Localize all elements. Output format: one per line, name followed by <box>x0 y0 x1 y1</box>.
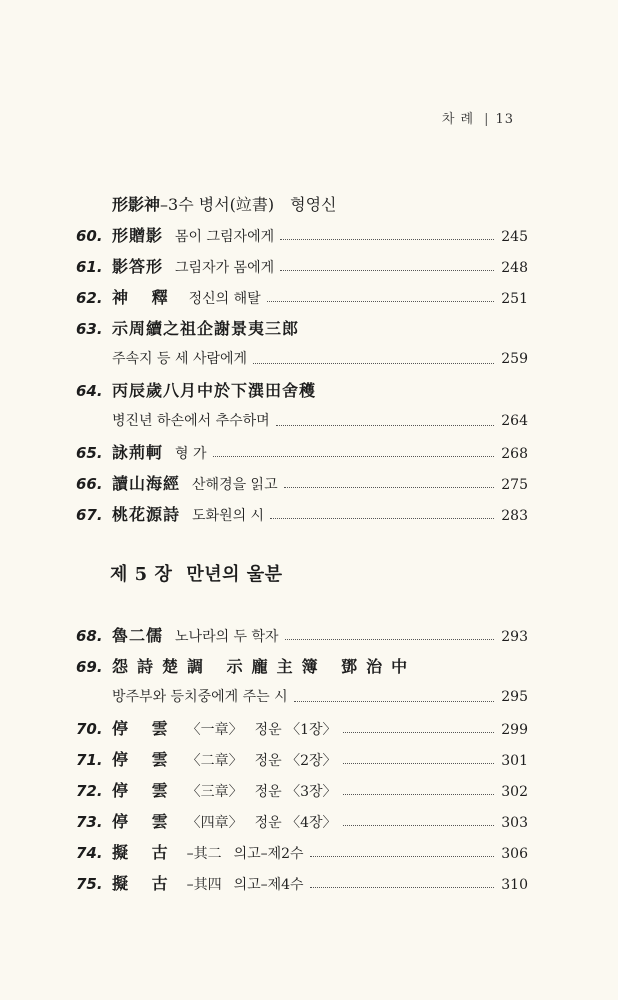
dot-leader <box>280 239 494 240</box>
entry-chinese-title: 停 雲 <box>112 781 177 800</box>
toc-entry[interactable] <box>76 620 528 651</box>
entry-chinese-title: 擬 古 <box>112 874 177 893</box>
dot-leader <box>267 301 494 302</box>
toc-entry[interactable] <box>76 713 528 744</box>
entry-korean-title: 정운 〈1장〉 <box>254 722 337 738</box>
entry-chinese-title: 魯二儒 <box>112 626 164 645</box>
toc-entry[interactable] <box>76 437 528 468</box>
entry-number: 68. <box>76 627 103 645</box>
entry-korean-title: 정운 〈4장〉 <box>254 815 337 831</box>
entry-korean-title: 산해경을 읽고 <box>192 477 278 493</box>
dot-leader <box>310 856 494 857</box>
entry-chinese-subtitle: –其四 <box>186 877 222 893</box>
table-of-contents <box>76 190 528 899</box>
dot-leader <box>294 701 494 702</box>
toc-entry[interactable] <box>76 868 528 899</box>
section-subtitle: –3수 병서(竝書) <box>160 195 275 214</box>
section-korean-title: 형영신 <box>290 195 337 214</box>
entry-number: 65. <box>76 444 103 462</box>
entry-chinese-subtitle: 〈二章〉 <box>186 753 243 769</box>
entry-number: 72. <box>76 782 103 800</box>
toc-entry[interactable] <box>76 313 528 344</box>
entry-number: 69. <box>76 658 103 676</box>
entry-page-number: 310 <box>501 877 528 893</box>
entry-chinese-title: 形贈影 <box>112 226 164 245</box>
entry-chinese-title: 怨詩楚調 示龐主簿 鄧治中 <box>112 657 417 676</box>
dot-leader <box>343 825 494 826</box>
dot-leader <box>310 887 494 888</box>
dot-leader <box>284 487 494 488</box>
entry-page-number: 293 <box>501 629 528 645</box>
entry-korean-title: 의고–제2수 <box>233 846 304 862</box>
entry-chinese-title: 停 雲 <box>112 812 177 831</box>
dot-leader <box>213 456 494 457</box>
entry-chinese-title: 示周續之祖企謝景夷三郎 <box>112 319 300 338</box>
entry-chinese-title: 丙辰歲八月中於下潠田舍穫 <box>112 381 317 400</box>
toc-entry[interactable] <box>76 651 528 682</box>
entry-page-number: 245 <box>501 229 528 245</box>
dot-leader <box>343 794 494 795</box>
entry-number: 70. <box>76 720 103 738</box>
entry-chinese-subtitle: 〈一章〉 <box>186 722 243 738</box>
entry-chinese-title: 停 雲 <box>112 750 177 769</box>
entry-page-number: 268 <box>501 446 528 462</box>
entry-chinese-title: 影答形 <box>112 257 164 276</box>
entry-page-number: 302 <box>501 784 528 800</box>
entry-korean-title: 의고–제4수 <box>233 877 304 893</box>
toc-entry[interactable] <box>76 282 528 313</box>
toc-entry[interactable] <box>76 806 528 837</box>
entry-number: 71. <box>76 751 103 769</box>
toc-entry[interactable] <box>76 220 528 251</box>
toc-entry[interactable] <box>76 837 528 868</box>
toc-entry[interactable] <box>76 251 528 282</box>
entry-korean-title: 방주부와 등치중에게 주는 시 <box>112 689 288 705</box>
entry-page-number: 275 <box>501 477 528 493</box>
entry-chinese-title: 停 雲 <box>112 719 177 738</box>
toc-entry[interactable] <box>76 406 528 437</box>
entry-chinese-title: 讀山海經 <box>112 474 181 493</box>
dot-leader <box>285 639 494 640</box>
toc-entry[interactable] <box>76 775 528 806</box>
toc-list-section-4 <box>76 220 528 530</box>
running-header <box>442 108 514 127</box>
entry-page-number: 283 <box>501 508 528 524</box>
dot-leader <box>276 425 494 426</box>
entry-page-number: 299 <box>501 722 528 738</box>
toc-entry[interactable] <box>76 344 528 375</box>
dot-leader <box>343 732 494 733</box>
entry-page-number: 295 <box>501 689 528 705</box>
entry-number: 60. <box>76 227 103 245</box>
entry-chinese-subtitle: 〈三章〉 <box>186 784 243 800</box>
entry-korean-title: 정운 〈2장〉 <box>254 753 337 769</box>
chapter-label: 제 5 장 <box>110 564 173 585</box>
toc-entry[interactable] <box>76 682 528 713</box>
chapter-title: 만년의 울분 <box>186 564 283 585</box>
toc-entry[interactable] <box>76 375 528 406</box>
entry-korean-title: 도화원의 시 <box>192 508 265 524</box>
chapter-heading <box>76 530 528 620</box>
toc-entry[interactable] <box>76 744 528 775</box>
entry-korean-title: 병진년 하손에서 추수하며 <box>112 413 270 429</box>
toc-entry[interactable] <box>76 499 528 530</box>
entry-chinese-title: 桃花源詩 <box>112 505 181 524</box>
entry-number: 62. <box>76 289 103 307</box>
entry-page-number: 248 <box>501 260 528 276</box>
entry-page-number: 301 <box>501 753 528 769</box>
entry-number: 75. <box>76 875 103 893</box>
header-title: 차 례 <box>441 112 475 127</box>
header-separator: | <box>484 112 490 127</box>
entry-number: 61. <box>76 258 103 276</box>
toc-list-chapter-5 <box>76 620 528 899</box>
entry-page-number: 251 <box>501 291 528 307</box>
entry-chinese-subtitle: –其二 <box>186 846 222 862</box>
entry-korean-title: 노나라의 두 학자 <box>175 629 279 645</box>
dot-leader <box>280 270 494 271</box>
dot-leader <box>343 763 494 764</box>
entry-korean-title: 형 가 <box>175 446 207 462</box>
dot-leader <box>270 518 494 519</box>
entry-page-number: 259 <box>501 351 528 367</box>
entry-number: 66. <box>76 475 103 493</box>
entry-chinese-title: 神 釋 <box>112 288 177 307</box>
entry-chinese-title: 詠荊軻 <box>112 443 164 462</box>
entry-number: 73. <box>76 813 103 831</box>
entry-chinese-title: 擬 古 <box>112 843 177 862</box>
entry-page-number: 303 <box>501 815 528 831</box>
entry-number: 63. <box>76 320 103 338</box>
entry-page-number: 306 <box>501 846 528 862</box>
entry-chinese-subtitle: 〈四章〉 <box>186 815 243 831</box>
section-heading <box>76 190 528 220</box>
header-page-number: 13 <box>495 112 514 127</box>
entry-korean-title: 그림자가 몸에게 <box>175 260 275 276</box>
section-title: 形影神 <box>112 195 161 214</box>
entry-korean-title: 몸이 그림자에게 <box>175 229 275 245</box>
entry-number: 64. <box>76 382 103 400</box>
entry-korean-title: 정신의 해탈 <box>188 291 261 307</box>
entry-number: 74. <box>76 844 103 862</box>
entry-korean-title: 주속지 등 세 사람에게 <box>112 351 248 367</box>
toc-entry[interactable] <box>76 468 528 499</box>
entry-korean-title: 정운 〈3장〉 <box>254 784 337 800</box>
dot-leader <box>253 363 494 364</box>
entry-number: 67. <box>76 506 103 524</box>
entry-page-number: 264 <box>501 413 528 429</box>
